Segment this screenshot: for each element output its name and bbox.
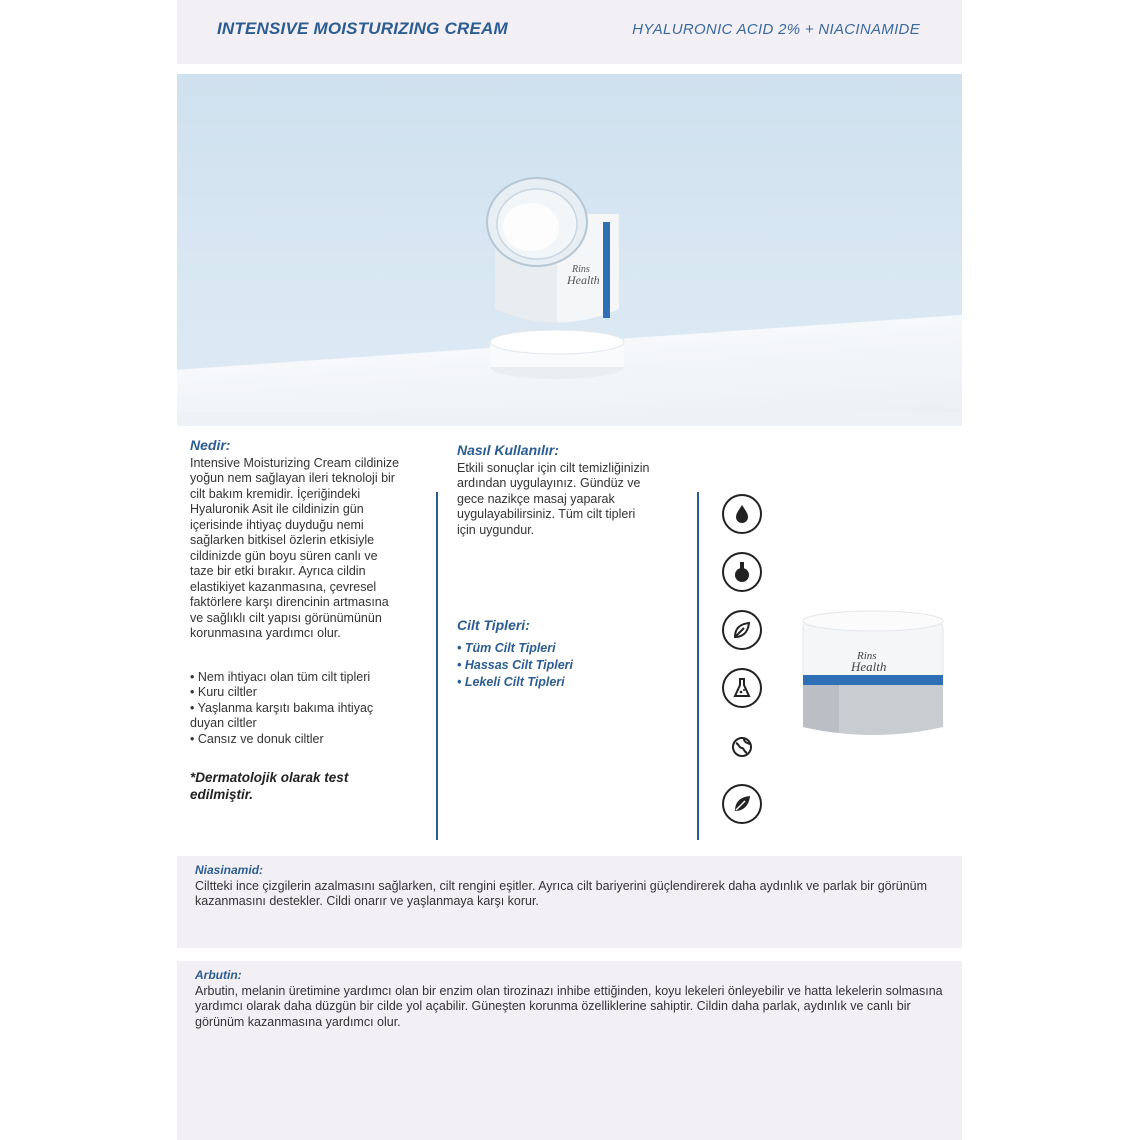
svg-text:Health: Health [567, 273, 600, 287]
water-drop-icon [722, 494, 762, 534]
section-body: Arbutin, melanin üretimine yardımcı olan bir enzim olan tirozinazı inhibe ettiğinden, koyu lekeleri önleyebilir ve hatta lekelerin solmasına yardımcı olarak daha düzgün bir cilde yol açabilir. Güneşten korunma özelliklerine sahiptir. Cildin daha parlak, aydınlık ve canlı bir görünüm kazanmasına yardımcı olur. [195, 983, 943, 1029]
lab-beaker-icon [722, 668, 762, 708]
section-nasil [457, 443, 657, 538]
cream-jar-open-image [177, 74, 962, 426]
earth-icon [722, 726, 762, 766]
jar-brand-text: Rins [857, 650, 877, 662]
divider-left [436, 492, 438, 840]
divider-right [697, 492, 699, 840]
niasinamid-band [177, 856, 962, 948]
jar-brand-text: Rins [572, 264, 590, 275]
flask-icon [722, 552, 762, 592]
section-heading: Nasıl Kullanılır: [457, 442, 559, 458]
section-body: Intensive Moisturizing Cream cildinize yoğun nem sağlayan ileri teknoloji bir cilt bakım kremidir. İçeriğindeki Hyaluronik Asit ile cildinizin gün içerisinde ihtiyaç duyduğu nemi sağlarken bitkisel özlerin etkisiyle cildinizde gün boyu süren canlı ve taze bir etki bırakır. Ayrıca cildin elastikiyet kazanmasına, çevresel faktörlere karşı direncinin artmasına ve sağlıklı cilt yapısı görünümünün korunmasına yardımcı olur. [190, 455, 400, 640]
arbutin-band [177, 961, 962, 1140]
section-nedir [190, 438, 402, 803]
hero-image [177, 74, 962, 426]
leaf-icon [722, 784, 762, 824]
page-title: INTENSIVE MOISTURIZING CREAM [217, 19, 508, 38]
section-body: Etkili sonuçlar için cilt temizliğinizin ardından uygulayınız. Gündüz ve gece nazikçe masaj yaparak uygulayabilirsiniz. Tüm cilt tipleri için uygundur. [457, 460, 650, 537]
skin-type-list [457, 640, 657, 691]
usage-bullets [190, 670, 402, 748]
list-item: • Yaşlanma karşıtı bakıma ihtiyaç duyan ciltler [190, 701, 402, 732]
cream-jar-closed-image [799, 607, 947, 740]
section-body: Ciltteki ince çizgilerin azalmasını sağlarken, cilt rengini eşitler. Ayrıca cilt bariyerini güçlendirerek daha aydınlık ve parlak bir görünüm kazanmasını destekler. Cildi onarır ve yaşlanmaya karşı korur. [195, 878, 928, 908]
section-cilt-tipleri [457, 618, 657, 691]
page-subtitle: HYALURONIC ACID 2% + NIACINAMIDE [632, 21, 920, 38]
header-band [177, 0, 962, 64]
section-heading: Cilt Tipleri: [457, 617, 530, 633]
svg-text:Health: Health [851, 659, 887, 674]
list-item: • Nem ihtiyacı olan tüm cilt tipleri [190, 670, 402, 686]
dermatology-note: *Dermatolojik olarak test edilmiştir. [190, 770, 349, 802]
list-item: • Tüm Cilt Tipleri [457, 640, 556, 655]
product-sheet [177, 0, 962, 1140]
list-item: • Lekeli Cilt Tipleri [457, 674, 565, 689]
leaves-icon [722, 610, 762, 650]
section-heading: Nedir: [190, 437, 231, 453]
list-item: • Kuru ciltler [190, 685, 402, 701]
section-heading: Niasinamid: [195, 863, 264, 877]
section-heading: Arbutin: [195, 968, 242, 982]
list-item: • Cansız ve donuk ciltler [190, 732, 402, 748]
feature-icons [722, 494, 768, 842]
list-item: • Hassas Cilt Tipleri [457, 657, 573, 672]
